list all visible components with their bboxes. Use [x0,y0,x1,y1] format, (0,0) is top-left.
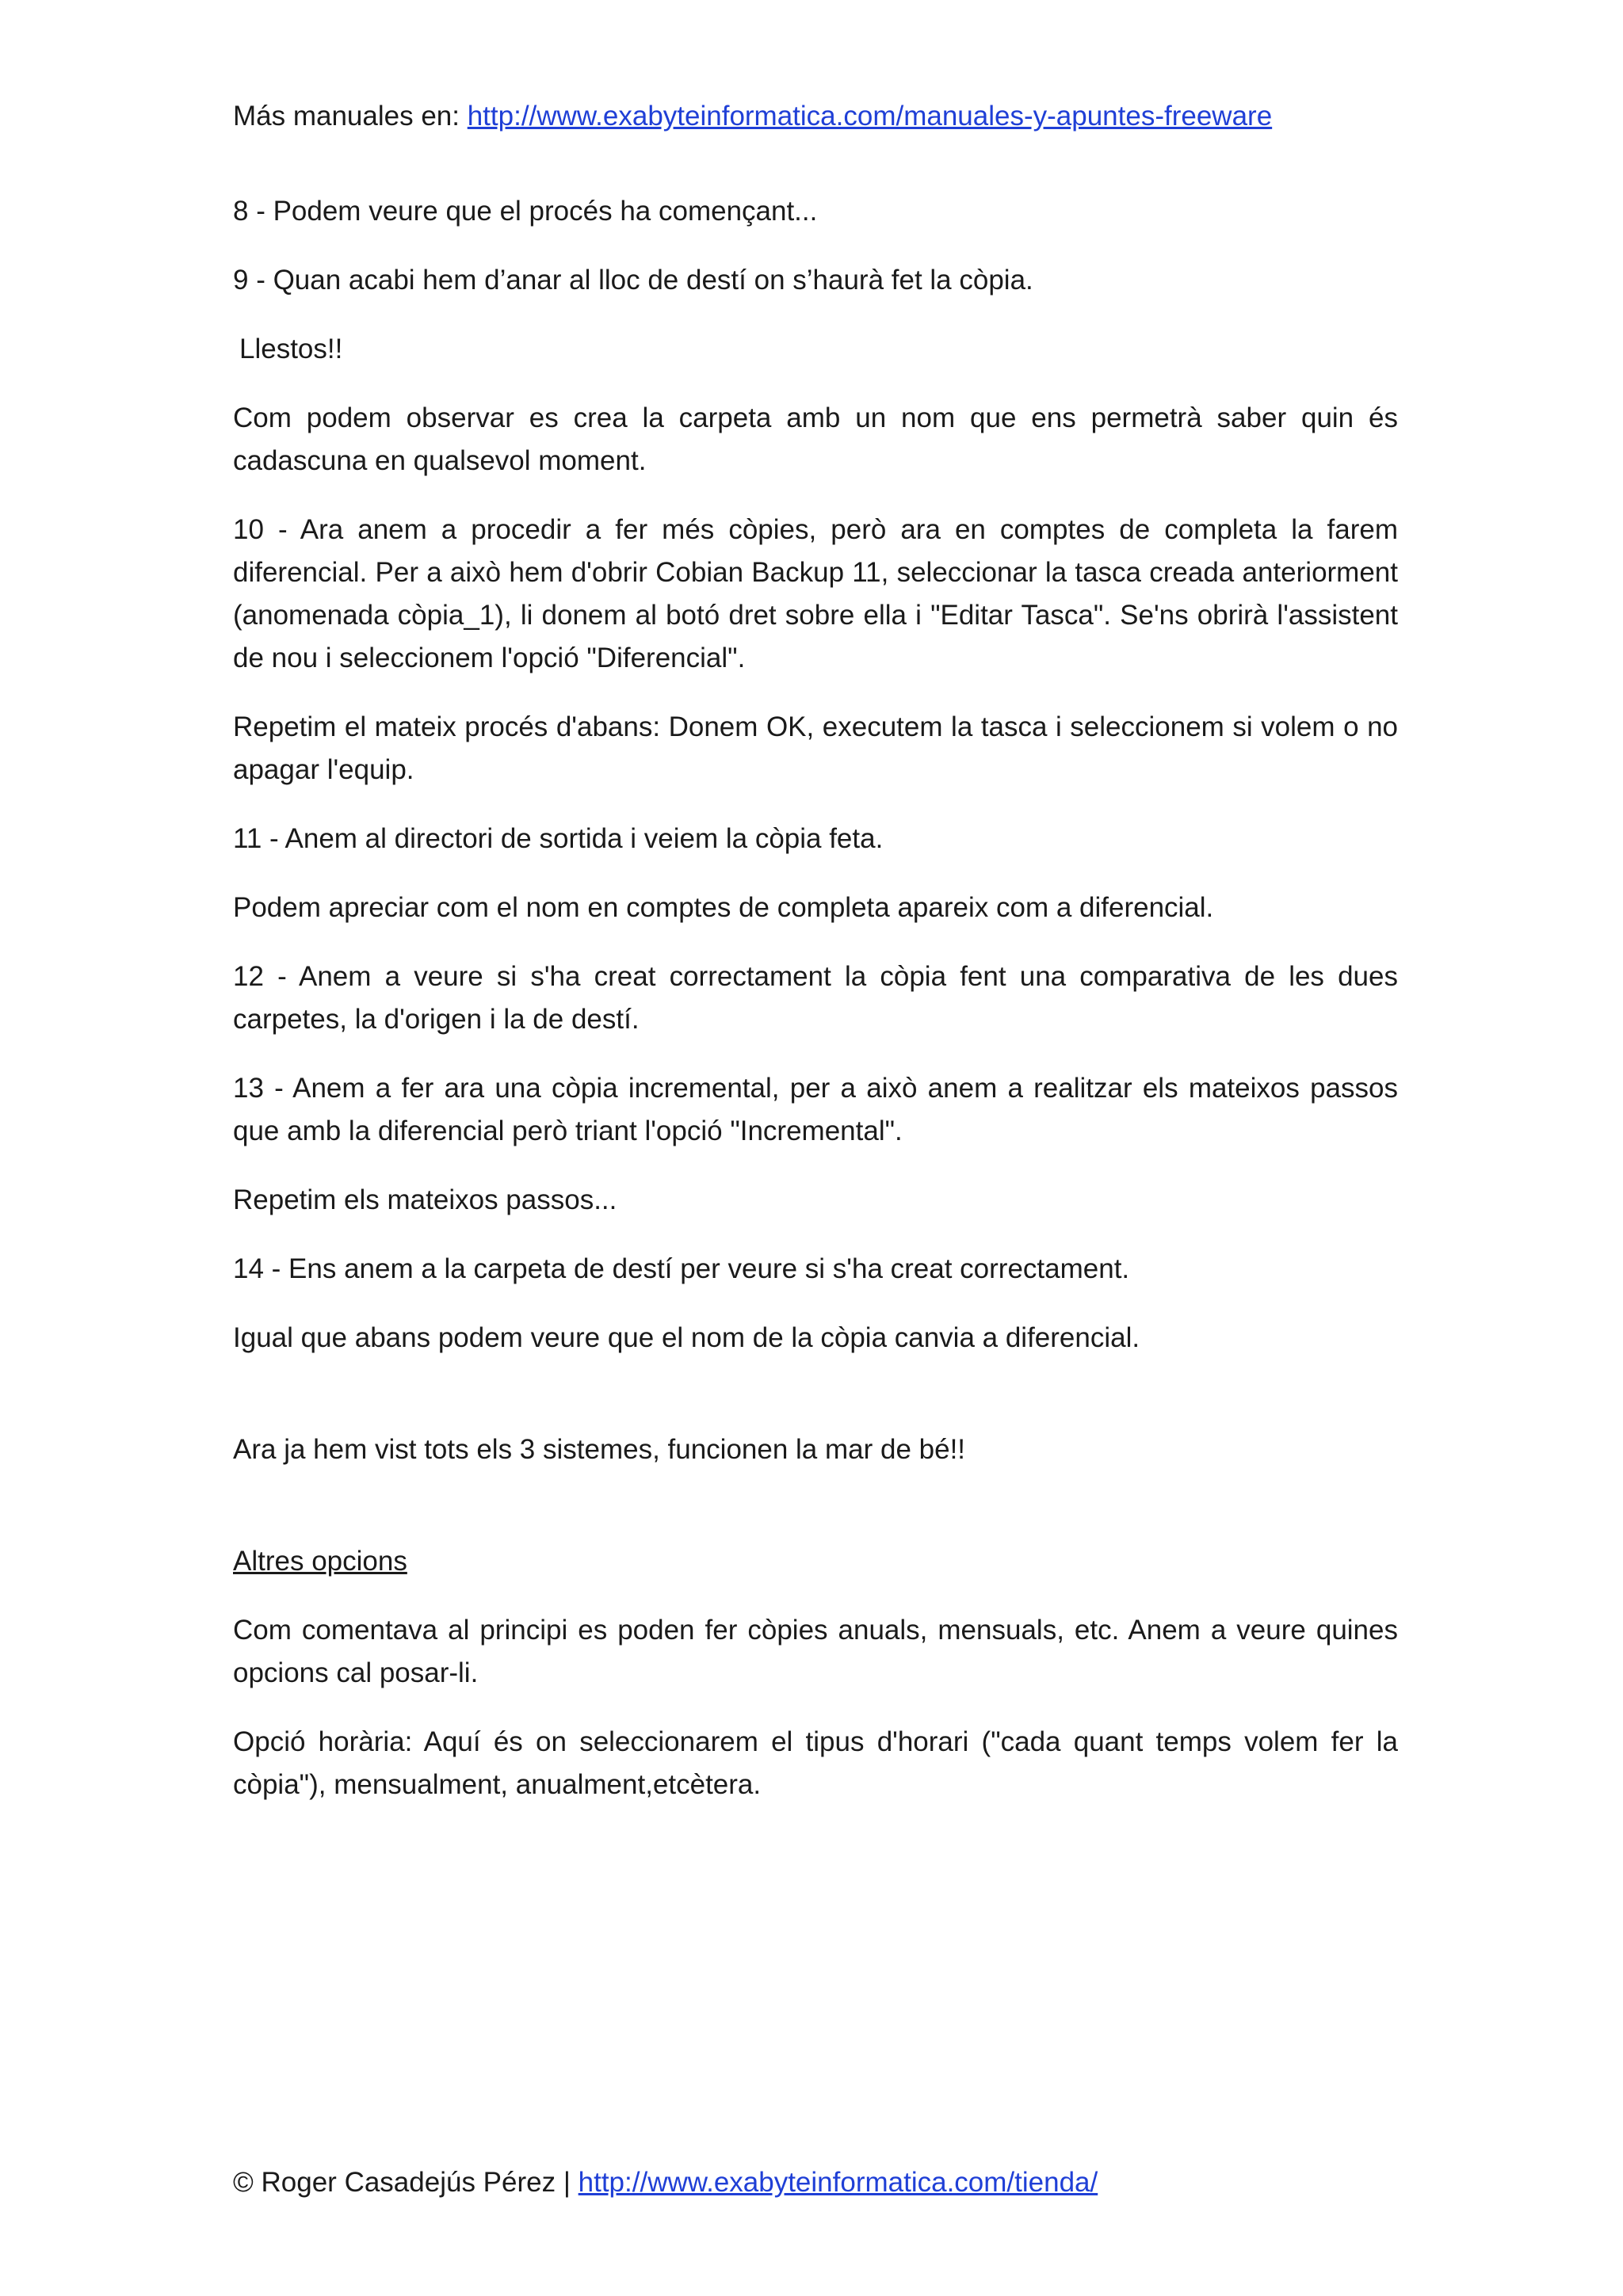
paragraph-observe: Com podem observar es crea la carpeta amb un nom que ens permetrà saber quin és cadascuna en qualsevol moment. [233,402,1398,476]
paragraph-three-systems: Ara ja hem vist tots els 3 sistemes, funcionen la mar de bé!! [233,1434,966,1465]
paragraph-step-9: 9 - Quan acabi hem d’anar al lloc de destí on s’haurà fet la còpia. [233,265,1033,296]
paragraph-step-8: 8 - Podem veure que el procés ha començant... [233,196,818,227]
section-heading-altres-opcions: Altres opcions [233,1546,407,1577]
paragraph-schedule-option: Opció horària: Aquí és on seleccionarem el tipus d'horari ("cada quant temps volem fer la còpia"), mensualment, anualment,etcètera. [233,1726,1398,1800]
paragraph-appreciate-name: Podem apreciar com el nom en comptes de completa apareix com a diferencial. [233,892,1214,923]
header-prefix: Más manuales en: [233,101,468,132]
document-body [233,190,1398,1833]
paragraph-same-as-before: Igual que abans podem veure que el nom de la còpia canvia a diferencial. [233,1322,1140,1353]
paragraph-llestos: Llestos!! [239,334,343,364]
paragraph-step-12: 12 - Anem a veure si s'ha creat correctament la còpia fent una comparativa de les dues carpetes, la d'origen i la de destí. [233,961,1398,1035]
paragraph-step-14: 14 - Ens anem a la carpeta de destí per veure si s'ha creat correctament. [233,1253,1130,1284]
paragraph-step-13: 13 - Anem a fer ara una còpia incremental, per a això anem a realitzar els mateixos passos que amb la diferencial però triant l'opció "Incremental". [233,1073,1398,1146]
page-footer [233,2163,1398,2203]
footer-copyright: © Roger Casadejús Pérez | [233,2167,579,2198]
page-header [233,97,1398,136]
paragraph-step-11: 11 - Anem al directori de sortida i veiem la còpia feta. [233,823,884,854]
footer-link[interactable]: http://www.exabyteinformatica.com/tienda/ [578,2167,1098,2198]
paragraph-repeat-steps: Repetim els mateixos passos... [233,1184,617,1215]
paragraph-step-10: 10 - Ara anem a procedir a fer més còpies, però ara en comptes de completa la farem diferencial. Per a això hem d'obrir Cobian Backup 11, seleccionar la tasca creada anteriorment (anomenada còpia_1), li donem al botó dret sobre ella i "Editar Tasca". Se'ns obrirà l'assistent de nou i seleccionem l'opció "Diferencial". [233,514,1398,673]
header-link[interactable]: http://www.exabyteinformatica.com/manuales-y-apuntes-freeware [467,101,1273,132]
paragraph-repeat-process: Repetim el mateix procés d'abans: Donem OK, executem la tasca i seleccionem si volem o no apagar l'equip. [233,711,1398,785]
paragraph-other-options: Com comentava al principi es poden fer còpies anuals, mensuals, etc. Anem a veure quines opcions cal posar-li. [233,1615,1398,1688]
